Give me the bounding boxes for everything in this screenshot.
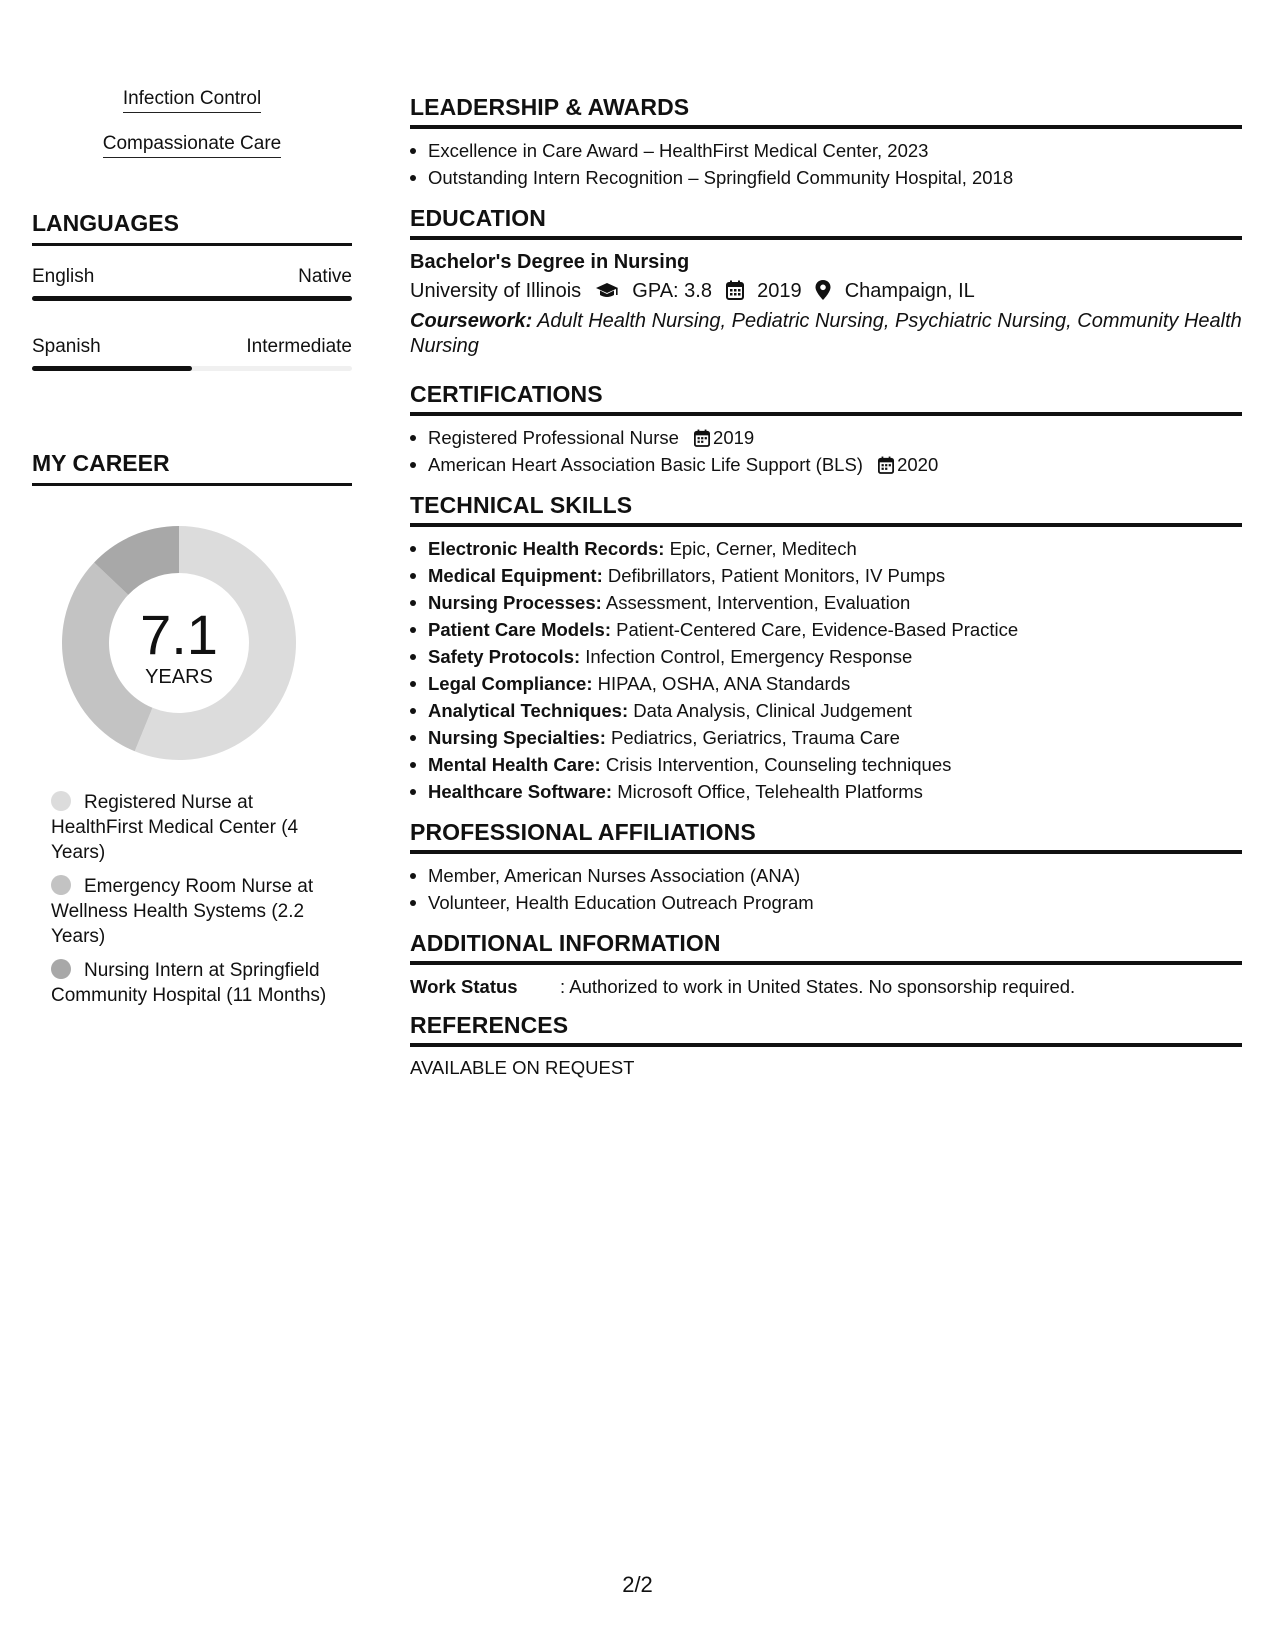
graduation-year: 2019 <box>757 280 802 302</box>
skill-value: Microsoft Office, Telehealth Platforms <box>617 781 923 802</box>
coursework-text: Adult Health Nursing, Pediatric Nursing, Psychiatric Nursing, Community Health Nursing <box>410 310 1242 357</box>
education-section <box>410 205 1242 359</box>
skill-label: Analytical Techniques: <box>428 700 629 721</box>
legend-label: Registered Nurse at HealthFirst Medical Center (4 Years) <box>51 792 299 863</box>
calendar-icon <box>694 429 710 447</box>
affiliations-section <box>410 819 1242 916</box>
skill-item <box>410 643 1242 670</box>
legend-item <box>51 790 341 865</box>
leadership-list <box>410 137 1242 191</box>
work-status-label: Work Status <box>410 976 518 997</box>
language-level: Intermediate <box>246 336 352 357</box>
legend-dot <box>51 959 71 979</box>
skill-value: Assessment, Intervention, Evaluation <box>605 592 911 613</box>
affiliations-list <box>410 862 1242 916</box>
languages-heading: LANGUAGES <box>32 210 352 246</box>
education-heading: EDUCATION <box>410 205 1242 240</box>
certifications-heading: CERTIFICATIONS <box>410 381 1242 416</box>
career-years-unit: YEARS <box>145 666 213 688</box>
career-legend <box>51 790 341 1017</box>
degree-title: Bachelor's Degree in Nursing <box>410 251 690 273</box>
language-bar-fill <box>32 296 352 301</box>
skill-label: Safety Protocols: <box>428 646 581 667</box>
legend-label: Nursing Intern at Springfield Community Hospital (11 Months) <box>51 960 327 1006</box>
legend-dot <box>51 875 71 895</box>
skill-value: Patient-Centered Care, Evidence-Based Practice <box>616 619 1019 640</box>
list-item: Member, American Nurses Association (ANA) <box>410 862 1242 889</box>
coursework <box>410 309 1242 359</box>
calendar-icon <box>726 279 744 309</box>
gpa: GPA: 3.8 <box>632 280 712 302</box>
references-section <box>410 1012 1242 1081</box>
skill-value: Crisis Intervention, Counseling techniques <box>605 754 952 775</box>
skill-label: Patient Care Models: <box>428 619 611 640</box>
page-number: 2/2 <box>622 1572 653 1597</box>
location-pin-icon <box>815 279 831 309</box>
skill-label: Mental Health Care: <box>428 754 601 775</box>
donut-center <box>54 518 304 768</box>
skill-item <box>410 589 1242 616</box>
education-meta <box>410 276 1242 309</box>
language-bar-track <box>32 366 352 371</box>
skill-item <box>410 778 1242 805</box>
legend-item <box>51 874 341 949</box>
school-location: Champaign, IL <box>844 280 975 302</box>
work-status-row <box>410 973 1242 1000</box>
certification-item <box>410 424 1242 451</box>
skill-label: Legal Compliance: <box>428 673 593 694</box>
language-bar-fill <box>32 366 192 371</box>
graduation-cap-icon <box>595 279 619 309</box>
references-heading: REFERENCES <box>410 1012 1242 1047</box>
certification-name: American Heart Association Basic Life Support (BLS) <box>428 454 863 475</box>
skill-item <box>410 751 1242 778</box>
skill-tag: Compassionate Care <box>103 133 281 158</box>
skill-value: Infection Control, Emergency Response <box>585 646 913 667</box>
skill-item <box>410 562 1242 589</box>
skill-label: Electronic Health Records: <box>428 538 665 559</box>
skill-value: Data Analysis, Clinical Judgement <box>633 700 912 721</box>
skill-label: Medical Equipment: <box>428 565 603 586</box>
list-item: Excellence in Care Award – HealthFirst Medical Center, 2023 <box>410 137 1242 164</box>
skill-value: HIPAA, OSHA, ANA Standards <box>597 673 851 694</box>
leadership-heading: LEADERSHIP & AWARDS <box>410 94 1242 129</box>
skill-tag: Infection Control <box>123 88 261 113</box>
legend-item <box>51 958 341 1008</box>
career-donut-chart <box>54 518 304 768</box>
certification-year: 2020 <box>897 454 939 475</box>
skill-item <box>410 724 1242 751</box>
legend-dot <box>51 791 71 811</box>
skill-tags <box>32 88 352 178</box>
certifications-section <box>410 381 1242 478</box>
calendar-icon <box>878 456 894 474</box>
technical-skills-list <box>410 535 1242 805</box>
skill-item <box>410 697 1242 724</box>
additional-info-section <box>410 930 1242 1000</box>
skill-item <box>410 670 1242 697</box>
skill-label: Nursing Processes: <box>428 592 602 613</box>
certification-date <box>878 454 938 475</box>
skill-item <box>410 535 1242 562</box>
coursework-label: Coursework: <box>410 310 533 332</box>
career-heading: MY CAREER <box>32 450 352 486</box>
affiliations-heading: PROFESSIONAL AFFILIATIONS <box>410 819 1242 854</box>
skill-label: Healthcare Software: <box>428 781 613 802</box>
skill-item <box>410 616 1242 643</box>
skill-value: Defibrillators, Patient Monitors, IV Pumps <box>607 565 946 586</box>
list-item: Volunteer, Health Education Outreach Program <box>410 889 1242 916</box>
language-level: Native <box>298 266 352 287</box>
skill-value: Pediatrics, Geriatrics, Trauma Care <box>611 727 900 748</box>
career-total-years: 7.1 <box>140 603 218 666</box>
work-status-value: : Authorized to work in United States. No sponsorship required. <box>560 976 1076 997</box>
certification-item <box>410 451 1242 478</box>
skill-label: Nursing Specialties: <box>428 727 606 748</box>
language-name: English <box>32 266 95 287</box>
language-name: Spanish <box>32 336 101 357</box>
certifications-list <box>410 424 1242 478</box>
right-column <box>410 94 1242 1081</box>
technical-skills-section <box>410 492 1242 805</box>
certification-date <box>694 427 754 448</box>
school-name: University of Illinois <box>410 280 582 302</box>
list-item: Outstanding Intern Recognition – Springfield Community Hospital, 2018 <box>410 164 1242 191</box>
additional-info-heading: ADDITIONAL INFORMATION <box>410 930 1242 965</box>
certification-name: Registered Professional Nurse <box>428 427 679 448</box>
references-text: AVAILABLE ON REQUEST <box>410 1057 635 1078</box>
certification-year: 2019 <box>713 427 755 448</box>
technical-skills-heading: TECHNICAL SKILLS <box>410 492 1242 527</box>
leadership-section <box>410 94 1242 191</box>
language-bar-track <box>32 296 352 301</box>
legend-label: Emergency Room Nurse at Wellness Health Systems (2.2 Years) <box>51 876 314 947</box>
skill-value: Epic, Cerner, Meditech <box>669 538 857 559</box>
